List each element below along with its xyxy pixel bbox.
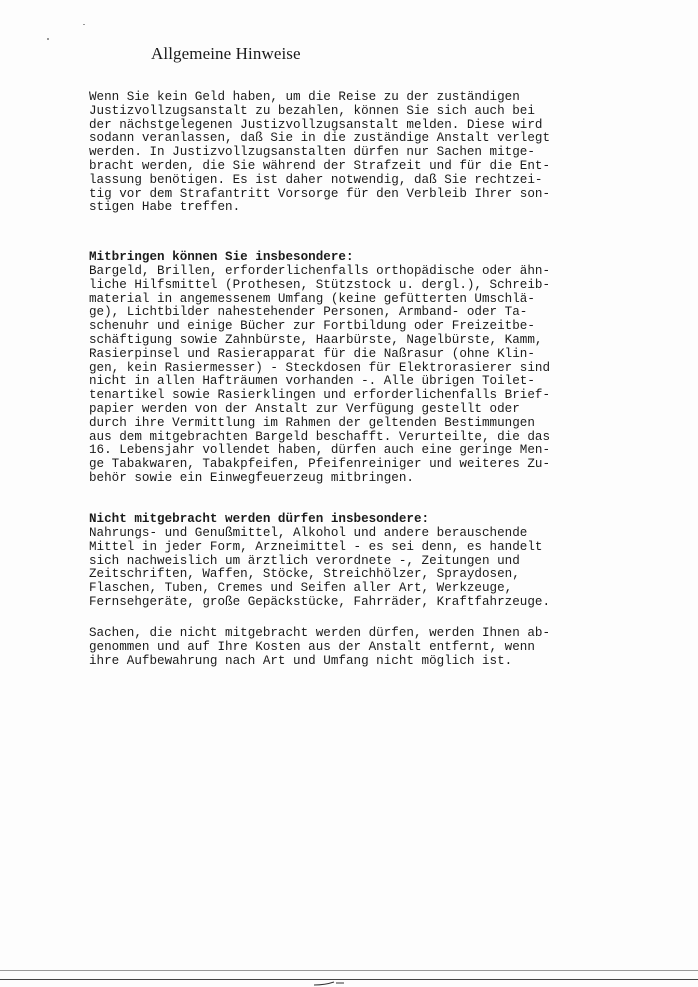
page-title: Allgemeine Hinweise bbox=[151, 44, 301, 63]
scan-artifact-mark bbox=[312, 979, 352, 987]
forbidden-items-heading: Nicht mitgebracht werden dürfen insbesondere: bbox=[89, 512, 430, 526]
allowed-items-paragraph: Bargeld, Brillen, erforderlichenfalls orthopädische oder ähn- liche Hilfsmittel (Prothesen, Stützstock u. dergl.), Schreib- material in angemessenem Umfang (keine gefütterten Umschlä- ge), Lichtbilder nahestehender Personen, Armband- oder Ta- schenuhr und einige Bücher zur Fortbildung oder Freizeitbe- schäftigung sowie Zahnbürste, Haarbürste, Nagelbürste, Kamm, Rasierpinsel und Rasierapparat für die Naßrasur (ohne Klin- gen, kein Rasiermesser) - Steckdosen für Elektrorasierer sind nicht in allen Hafträumen vorhanden -. Alle übrigen Toilet- tenartikel sowie Rasierklingen und erforderlichenfalls Brief- papier werden von der Anstalt zur Verfügung gestellt oder durch ihre Vermittlung im Rahmen der geltenden Bestimmungen aus dem mitgebrachten Bargeld beschafft. Verurteilte, die das 16. Lebensjahr vollendet haben, dürfen auch eine geringe Men- ge Tabakwaren, Tabakpfeifen, Pfeifenreiniger und weiteres Zu- behör sowie ein Einwegfeuerzeug mitbringen. bbox=[89, 264, 551, 485]
closing-paragraph: Sachen, die nicht mitgebracht werden dürfen, werden Ihnen ab- genommen und auf Ihre Kosten aus der Anstalt entfernt, wenn ihre Aufbewahrung nach Art und Umfang nicht möglich ist. bbox=[89, 626, 551, 668]
intro-paragraph: Wenn Sie kein Geld haben, um die Reise zu der zuständigen Justizvollzugsanstalt zu bezahlen, können Sie sich auch bei der nächstgelegenen Justizvollzugsanstalt melden. Diese wird sodann veranlassen, daß Sie in die zuständige Anstalt verlegt werden. In Justizvollzugsanstalten dürfen nur Sachen mitge- bracht werden, die Sie während der Strafzeit und für die Ent- lassung benötigen. Es ist daher notwendig, daß Sie rechtzei- tig vor dem Strafantritt Vorsorge für den Verbleib Ihrer son- stigen Habe treffen. bbox=[89, 90, 551, 215]
allowed-items-heading: Mitbringen können Sie insbesondere: bbox=[89, 250, 354, 264]
footer-rule bbox=[0, 970, 698, 971]
forbidden-items-paragraph: Nahrungs- und Genußmittel, Alkohol und andere berauschende Mittel in jeder Form, Arzneimittel - es sei denn, es handelt sich nachweislich um ärztlich verordnete -, Zeitungen und Zeitschriften, Waffen, Stöcke, Streichhölzer, Spraydosen, Flaschen, Tuben, Cremes und Seifen aller Art, Werkzeuge, Fernsehgeräte, große Gepäckstücke, Fahrräder, Kraftfahrzeuge. bbox=[89, 526, 551, 609]
scan-speck bbox=[47, 38, 49, 40]
scan-speck bbox=[83, 24, 85, 25]
